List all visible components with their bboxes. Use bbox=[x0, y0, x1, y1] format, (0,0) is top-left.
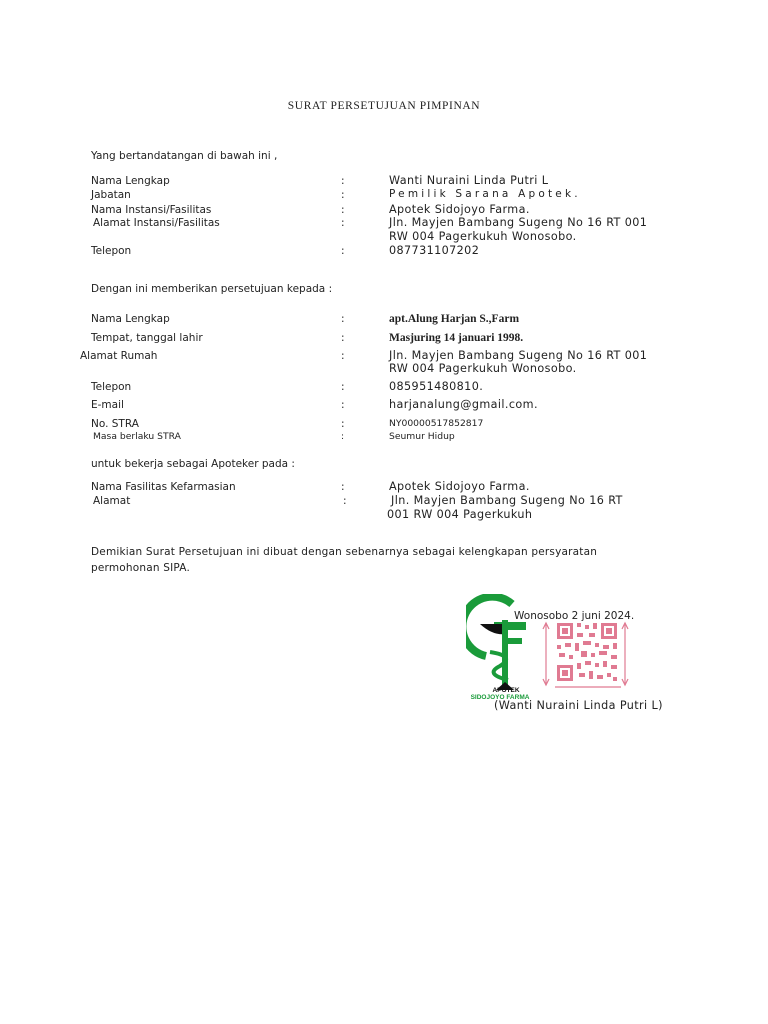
colon: : bbox=[341, 313, 345, 325]
closing-paragraph: Demikian Surat Persetujuan ini dibuat dengan sebenarnya sebagai kelengkapan persyaratan permohonan SIPA. bbox=[91, 546, 598, 574]
colon: : bbox=[341, 431, 345, 442]
colon: : bbox=[343, 495, 347, 507]
colon: : bbox=[341, 399, 345, 411]
signer-address-label: Alamat Instansi/Fasilitas bbox=[93, 217, 220, 229]
signature-place-date: Wonosobo 2 juni 2024. bbox=[514, 610, 635, 622]
colon: : bbox=[341, 332, 345, 344]
intro-text: Yang bertandatangan di bawah ini , bbox=[91, 150, 278, 162]
qr-signature-icon bbox=[541, 619, 631, 691]
colon: : bbox=[341, 418, 345, 430]
signer-address-line1: Jln. Mayjen Bambang Sugeng No 16 RT 001 bbox=[389, 216, 648, 229]
signer-name-value: Wanti Nuraini Linda Putri L bbox=[389, 174, 549, 187]
approvee-stra-value: NY00000517852817 bbox=[389, 418, 484, 429]
approvee-validity-value: Seumur Hidup bbox=[389, 431, 455, 442]
logo-text-line2: SIDOJOYO FARMA bbox=[470, 694, 530, 700]
approvee-validity-label: Masa berlaku STRA bbox=[93, 431, 181, 442]
signer-position-value: Pemilik Sarana Apotek. bbox=[389, 188, 581, 200]
colon: : bbox=[341, 217, 345, 229]
work-intro-text: untuk bekerja sebagai Apoteker pada : bbox=[91, 458, 295, 470]
signer-institution-label: Nama Instansi/Fasilitas bbox=[91, 204, 212, 216]
signer-position-label: Jabatan bbox=[91, 189, 131, 201]
approvee-name-value: apt.Alung Harjan S.,Farm bbox=[389, 313, 520, 325]
approvee-name-label: Nama Lengkap bbox=[91, 313, 170, 325]
approvee-phone-value: 085951480810. bbox=[389, 380, 484, 393]
facility-name-label: Nama Fasilitas Kefarmasian bbox=[91, 481, 236, 493]
approvee-address-line2: RW 004 Pagerkukuh Wonosobo. bbox=[389, 362, 577, 375]
facility-address-label: Alamat bbox=[93, 495, 131, 507]
colon: : bbox=[341, 350, 345, 362]
colon: : bbox=[341, 245, 345, 257]
signer-phone-value: 087731107202 bbox=[389, 244, 480, 257]
signer-name-label: Nama Lengkap bbox=[91, 175, 170, 187]
colon: : bbox=[341, 175, 345, 187]
signature-signer-name: (Wanti Nuraini Linda Putri L) bbox=[494, 699, 663, 712]
facility-name-value: Apotek Sidojoyo Farma. bbox=[389, 480, 530, 493]
approvee-address-line1: Jln. Mayjen Bambang Sugeng No 16 RT 001 bbox=[389, 349, 648, 362]
approval-intro-text: Dengan ini memberikan persetujuan kepada : bbox=[91, 283, 333, 295]
signer-phone-label: Telepon bbox=[91, 245, 132, 257]
colon: : bbox=[341, 204, 345, 216]
facility-address-line2: 001 RW 004 Pagerkukuh bbox=[387, 508, 533, 521]
approvee-phone-label: Telepon bbox=[91, 381, 132, 393]
signer-institution-value: Apotek Sidojoyo Farma. bbox=[389, 203, 530, 216]
approvee-birth-value: Masjuring 14 januari 1998. bbox=[389, 332, 524, 344]
colon: : bbox=[341, 481, 345, 493]
colon: : bbox=[341, 381, 345, 393]
approvee-stra-label: No. STRA bbox=[91, 418, 139, 430]
document-title: SURAT PERSETUJUAN PIMPINAN bbox=[287, 100, 481, 112]
approvee-email-label: E-mail bbox=[91, 399, 124, 411]
signer-address-line2: RW 004 Pagerkukuh Wonosobo. bbox=[389, 230, 577, 243]
approvee-address-label: Alamat Rumah bbox=[80, 350, 158, 362]
colon: : bbox=[341, 189, 345, 201]
logo-text-line1: APOTEK bbox=[492, 687, 520, 694]
facility-address-line1: Jln. Mayjen Bambang Sugeng No 16 RT bbox=[391, 494, 623, 507]
approvee-birth-label: Tempat, tanggal lahir bbox=[91, 332, 203, 344]
approvee-email-value: harjanalung@gmail.com. bbox=[389, 398, 538, 411]
